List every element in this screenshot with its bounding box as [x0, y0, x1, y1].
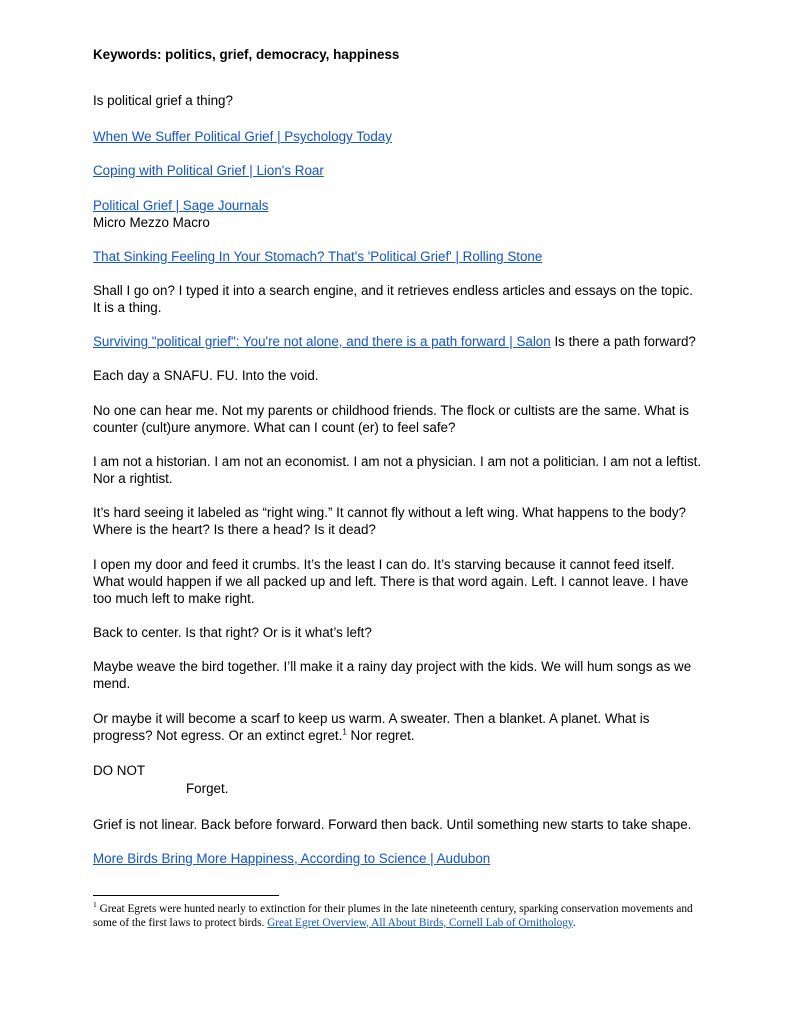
micro-mezzo-macro: Micro Mezzo Macro [93, 215, 210, 230]
paragraph-right-wing: It’s hard seeing it labeled as “right wing.” It cannot fly without a left wing. What happens to the body? Where is the heart? Is there a head? Is it dead? [93, 505, 686, 537]
footnote-reference[interactable]: 1 [342, 727, 347, 737]
paragraph-open-my-door: I open my door and feed it crumbs. It’s the least I can do. It’s starving because it cannot feed itself. What would happen if we all packed up and left. There is that word again. Left. I cannot leave. I have too much left to make right. [93, 557, 689, 606]
link-paragraph-sage [93, 197, 703, 214]
link-rolling-stone[interactable]: That Sinking Feeling In Your Stomach? That's 'Political Grief' | Rolling Stone [93, 249, 543, 264]
link-paragraph-rolling-stone [93, 248, 703, 265]
paragraph-scarf [93, 710, 703, 744]
opening-question: Is political grief a thing? [93, 93, 233, 108]
paragraph-weave-the-bird: Maybe weave the bird together. I’ll make it a rainy day project with the kids. We will hum songs as we mend. [93, 659, 692, 691]
link-paragraph-lions-roar [93, 162, 703, 179]
do-not-line: DO NOT [93, 763, 146, 778]
link-lions-roar[interactable]: Coping with Political Grief | Lion's Roar [93, 163, 324, 178]
link-paragraph-audubon [93, 850, 703, 867]
paragraph-search-engine: Shall I go on? I typed it into a search engine, and it retrieves endless articles and essays on the topic. It is a thing. [93, 283, 693, 315]
link-paragraph-psychology-today [93, 128, 703, 145]
keywords-line: Keywords: politics, grief, democracy, happiness [93, 47, 400, 62]
link-salon[interactable]: Surviving "political grief": You're not alone, and there is a path forward | Salon [93, 334, 551, 349]
paragraph-salon [93, 333, 703, 350]
link-psychology-today[interactable]: When We Suffer Political Grief | Psychology Today [93, 129, 392, 144]
paragraph-snafu: Each day a SNAFU. FU. Into the void. [93, 368, 319, 383]
paragraph-no-one-can-hear: No one can hear me. Not my parents or childhood friends. The flock or cultists are the same. What is counter (cult)ure anymore. What can I count (er) to feel safe? [93, 403, 689, 435]
nor-regret-text: Nor regret. [346, 728, 415, 743]
footnote-end: . [572, 916, 576, 929]
footnote-text: Great Egrets were hunted nearly to extinction for their plumes in the late nineteenth century, sparking conservation movements and some of the first laws to protect birds. [93, 903, 693, 929]
footnote-separator [93, 895, 279, 896]
link-sage-journals[interactable]: Political Grief | Sage Journals [93, 198, 269, 213]
forget-line: Forget. [186, 781, 229, 796]
footnote [93, 900, 703, 930]
scarf-text: Or maybe it will become a scarf to keep us warm. A sweater. Then a blanket. A planet. What is progress? Not egress. Or an extinct egret. [93, 711, 650, 743]
link-audubon[interactable]: More Birds Bring More Happiness, According to Science | Audubon [93, 851, 491, 866]
link-cornell-great-egret[interactable]: Great Egret Overview, All About Birds, Cornell Lab of Ornithology [267, 916, 573, 929]
paragraph-grief-not-linear: Grief is not linear. Back before forward. Forward then back. Until something new starts to take shape. [93, 817, 692, 832]
paragraph-i-am-not: I am not a historian. I am not an economist. I am not a physician. I am not a politician. I am not a leftist. Nor a rightist. [93, 454, 702, 486]
salon-tail-text: Is there a path forward? [550, 334, 696, 349]
paragraph-back-to-center: Back to center. Is that right? Or is it what’s left? [93, 625, 372, 640]
footnote-marker: 1 [93, 900, 97, 910]
